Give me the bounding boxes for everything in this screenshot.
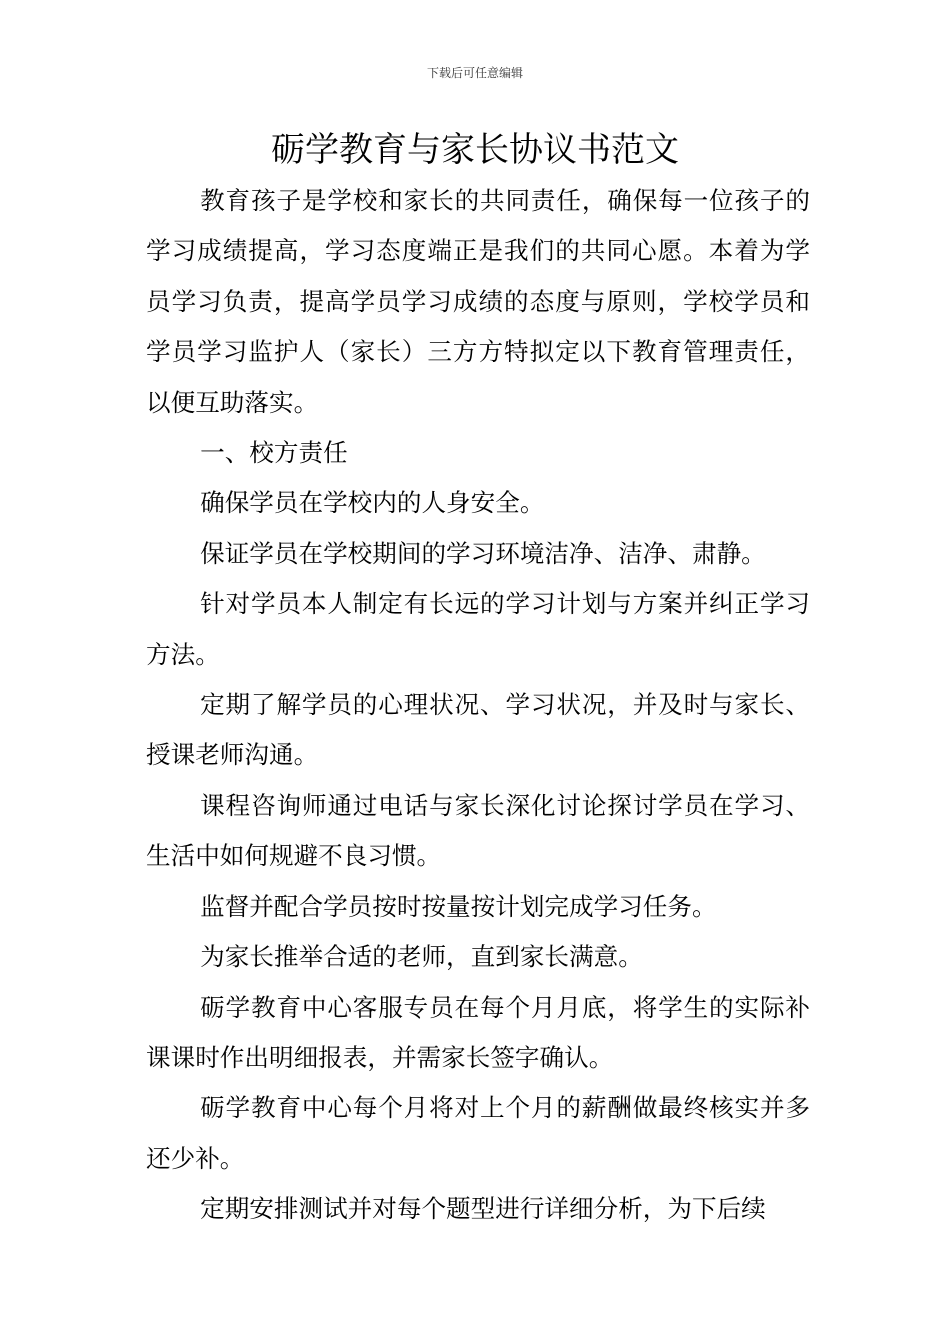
- paragraph: 为家长推举合适的老师，直到家长满意。: [200, 942, 643, 972]
- document-body: [146, 176, 810, 1235]
- paragraph: 砺学教育中心每个月将对上个月的薪酬做最终核实并多还少补。: [146, 1093, 810, 1173]
- paragraph: 课程咨询师通过电话与家长深化讨论探讨学员在学习、生活中如何规避不良习惯。: [146, 790, 810, 871]
- paragraph: 砺学教育中心客服专员在每个月月底，将学生的实际补课课时作出明细报表，并需家长签字确认。: [146, 992, 810, 1072]
- paragraph: 确保学员在学校内的人身安全。: [200, 488, 545, 518]
- paragraph: 针对学员本人制定有长远的学习计划与方案并纠正学习方法。: [146, 589, 810, 669]
- paragraph: 定期了解学员的心理状况、学习状况，并及时与家长、授课老师沟通。: [146, 690, 810, 770]
- paragraph: 定期安排测试并对每个题型进行详细分析，为下后续: [200, 1194, 766, 1224]
- paragraph: 教育孩子是学校和家长的共同责任，确保每一位孩子的学习成绩提高，学习态度端正是我们的共同心愿。本着为学员学习负责，提高学员学习成绩的态度与原则，学校学员和学员学习监护人（家长）三方方特拟定以下教育管理责任，以便互助落实。: [146, 186, 810, 417]
- document-title: 砺学教育与家长协议书范文: [271, 130, 679, 170]
- paragraph: 监督并配合学员按时按量按计划完成学习任务。: [200, 891, 717, 921]
- section-heading: 一、校方责任: [200, 438, 348, 468]
- page-header: 下载后可任意编辑: [426, 66, 523, 80]
- paragraph: 保证学员在学校期间的学习环境洁净、洁净、肃静。: [200, 538, 766, 568]
